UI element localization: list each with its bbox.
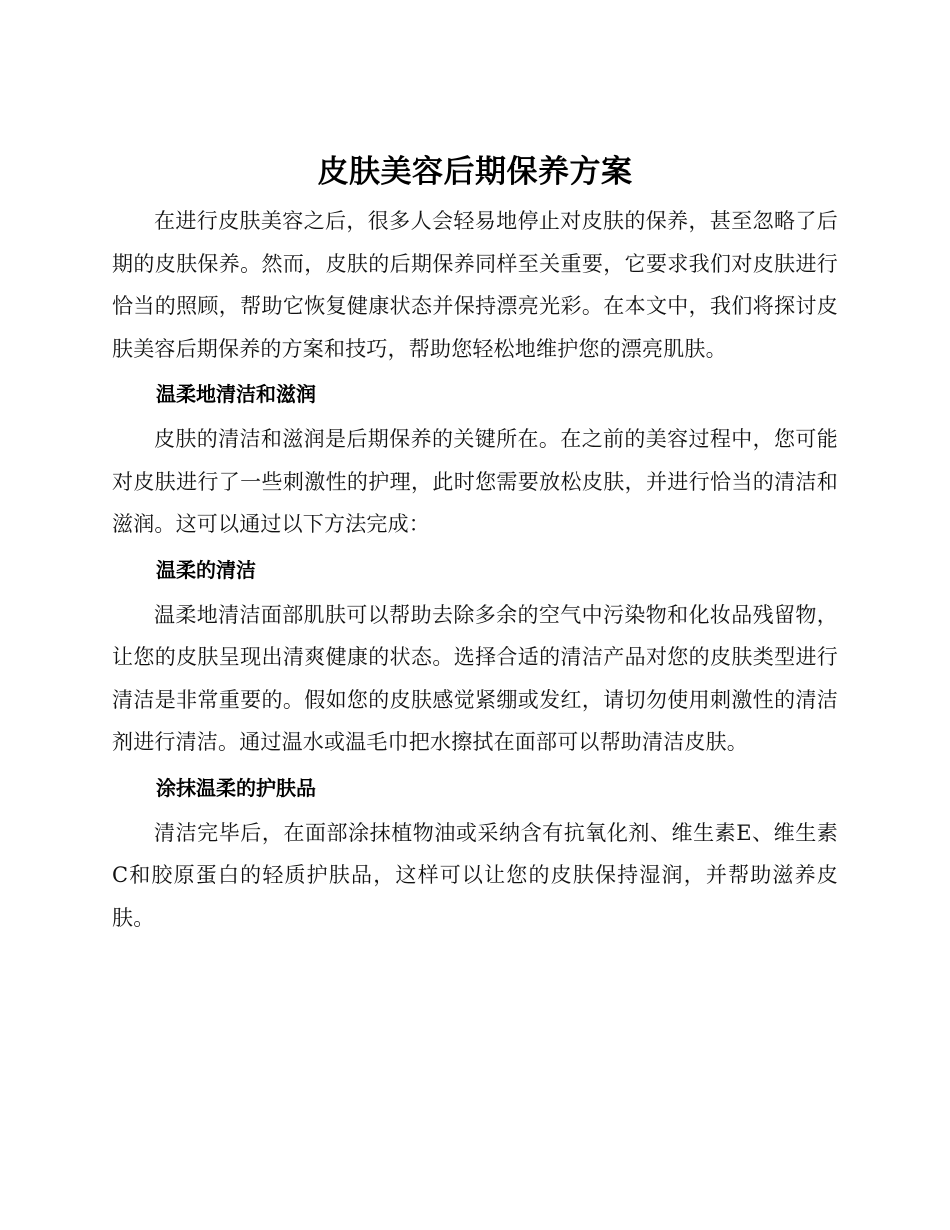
- intro-paragraph: 在进行皮肤美容之后，很多人会轻易地停止对皮肤的保养，甚至忽略了后期的皮肤保养。然而，皮肤的后期保养同样至关重要，它要求我们对皮肤进行恰当的照顾，帮助它恢复健康状态并保持漂亮光彩。在本文中，我们将探讨皮肤美容后期保养的方案和技巧，帮助您轻松地维护您的漂亮肌肤。: [112, 209, 838, 361]
- section-heading-skincare-products: 涂抹温柔的护肤品: [156, 775, 316, 800]
- section-heading-gentle-cleansing: 温柔的清洁: [156, 557, 256, 582]
- document-title: 皮肤美容后期保养方案: [317, 154, 633, 190]
- section-body-cleanse-moisturize: 皮肤的清洁和滋润是后期保养的关键所在。在之前的美容过程中，您可能对皮肤进行了一些刺激性的护理，此时您需要放松皮肤，并进行恰当的清洁和滋润。这可以通过以下方法完成：: [112, 427, 838, 536]
- section-body-gentle-cleansing: 温柔地清洁面部肌肤可以帮助去除多余的空气中污染物和化妆品残留物，让您的皮肤呈现出清爽健康的状态。选择合适的清洁产品对您的皮肤类型进行清洁是非常重要的。假如您的皮肤感觉紧绷或发红，请切勿使用刺激性的清洁剂进行清洁。通过温水或温毛巾把水擦拭在面部可以帮助清洁皮肤。: [112, 602, 838, 754]
- section-heading-cleanse-moisturize: 温柔地清洁和滋润: [156, 382, 316, 406]
- section-body-skincare-products: 清洁完毕后，在面部涂抹植物油或采纳含有抗氧化剂、维生素E、维生素C和胶原蛋白的轻质护肤品，这样可以让您的皮肤保持湿润，并帮助滋养皮肤。: [112, 820, 838, 930]
- document-page: [112, 150, 838, 939]
